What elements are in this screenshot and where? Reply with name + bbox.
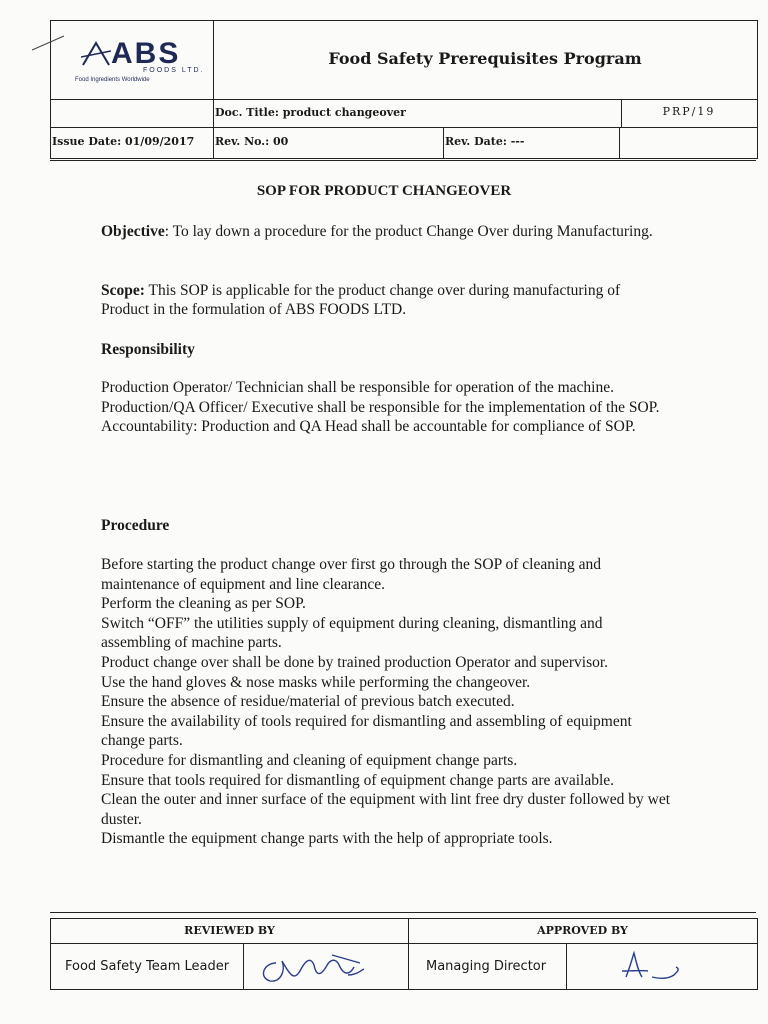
scope-paragraph [101, 281, 661, 319]
approval-table [50, 918, 758, 990]
procedure-heading: Procedure [101, 517, 170, 534]
reviewer-role: Food Safety Team Leader [65, 959, 230, 974]
list-item: Perform the cleaning as per SOP. [101, 595, 306, 613]
list-item: Dismantle the equipment change parts with the help of appropriate tools. [101, 830, 553, 848]
list-item: Ensure that tools required for dismantling of equipment change parts are available. [101, 771, 615, 789]
sop-title: SOP FOR PRODUCT CHANGEOVER [256, 183, 512, 199]
program-title: Food Safety Prerequisites Program [328, 49, 642, 68]
header-row-title [51, 21, 757, 100]
header-row-revision [51, 128, 757, 158]
doc-title-cell [213, 99, 621, 127]
list-item: Production/QA Officer/ Executive shall be responsible for the implementation of the SOP. [101, 398, 660, 416]
approver-role: Managing Director [426, 959, 547, 974]
doc-code: PRP/19 [662, 105, 716, 118]
rev-date: Rev. Date: --- [445, 135, 525, 148]
scope-label: Scope: [101, 282, 145, 299]
list-item: Before starting the product change over first go through the SOP of cleaning and maintenance of equipment and line clearance. [101, 556, 602, 593]
logo-text: ABS [111, 37, 181, 70]
objective-paragraph [101, 222, 661, 241]
issue-date-cell [51, 128, 213, 158]
company-logo [51, 21, 214, 99]
objective-label: Objective [101, 223, 165, 240]
list-item: Clean the outer and inner surface of the equipment with lint free dry duster followed by wet duster. [101, 791, 671, 828]
rev-no-cell [213, 128, 443, 158]
list-item: Accountability: Production and QA Head shall be accountable for compliance of SOP. [101, 418, 636, 436]
responsibility-heading: Responsibility [101, 341, 195, 358]
approved-by-header: APPROVED BY [537, 924, 628, 937]
responsibility-list [101, 378, 671, 437]
list-item: Procedure for dismantling and cleaning of equipment change parts. [101, 751, 518, 769]
footer-divider [50, 912, 756, 913]
procedure-steps [101, 555, 671, 849]
list-item: Switch “OFF” the utilities supply of equipment during cleaning, dismantling and assembling of machine parts. [101, 614, 603, 652]
reviewed-by-header: REVIEWED BY [184, 924, 275, 937]
header-divider [50, 160, 756, 161]
issue-date: Issue Date: 01/09/2017 [52, 135, 195, 148]
list-item: Ensure the absence of residue/material of previous batch executed. [101, 693, 515, 711]
logo-subtext: FOODS LTD. [143, 67, 205, 74]
reviewer-signature [256, 945, 371, 987]
scope-text: This SOP is applicable for the product change over during manufacturing of Product in the formulation of ABS FOODS LTD. [101, 282, 621, 318]
approver-signature [596, 949, 696, 985]
rev-no: Rev. No.: 00 [215, 135, 289, 148]
rev-date-cell [443, 128, 619, 158]
header-row-doc-title [51, 99, 757, 128]
list-item: Production Operator/ Technician shall be responsible for operation of the machine. [101, 379, 614, 396]
doc-title: Doc. Title: product changeover [215, 106, 406, 119]
document-header-table [50, 20, 758, 159]
logo-mark-icon [81, 41, 111, 67]
objective-text: : To lay down a procedure for the product Change Over during Manufacturing. [164, 223, 653, 240]
logo-tagline: Food Ingredients Worldwide [75, 77, 150, 83]
list-item: Ensure the availability of tools required for dismantling and assembling of equipment change parts. [101, 712, 632, 750]
margin-pen-mark [30, 34, 66, 52]
list-item: Product change over shall be done by trained production Operator and supervisor. [101, 653, 609, 671]
list-item: Use the hand gloves & nose masks while performing the changeover. [101, 673, 531, 691]
